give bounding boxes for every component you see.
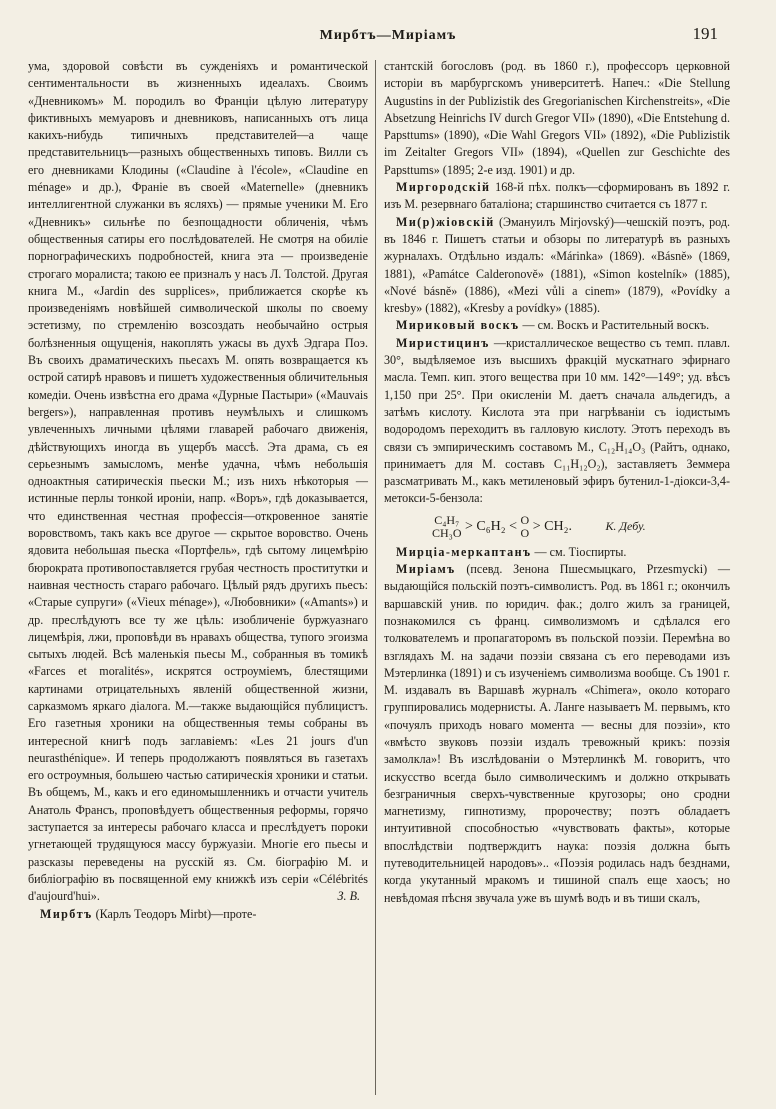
- article-miristicin: [384, 335, 730, 508]
- article-mirbt-continuation: [384, 58, 730, 179]
- headword: Ми(р)жіовскій: [396, 214, 495, 229]
- article-text: (Карлъ Теодоръ Mirbt)—проте-: [95, 906, 257, 921]
- running-title: Мирбтъ—Миріамъ: [319, 28, 457, 43]
- article-text: (псевд. Зенона Пшесмыцкаго, Przesmycki) — выдающійся польскій поэтъ-символистъ. Род. въ 1861 г.; окончилъ варшавскій унив. по юридич. фак.; долго жилъ за границей, познакомился съ франц. символизмомъ и сдѣлался его толкователемъ и пропагаторомъ въ польской поэзіи. Перемѣна во взглядахъ М. на задачи поэзіи связана съ его переводами изъ Мэтерлинка (1891) и съ изученіемъ символизма вообще. Съ 1901 г. М. издавалъ въ Варшавѣ журналъ «Chimera», около котораго группировались модернисты. А. Ланге называетъ М. первымъ, кто «почуялъ приходъ новаго момента — весны для поэзіи», кто «вмѣсто звуковъ поэзіи издалъ тревожный крикъ: поэзія замолкла»! Въ изслѣдованіи о Мэтерлинкѣ М. говоритъ, что искусство всегда было символическимъ и должно открывать безграничныя сверхъ-чувственные кругозоры; оно сродни магнетизму, гипнотизму, пророчеству; поэтъ обладаетъ интуитивной способностью «чувствовать факты», которые впослѣдствіи подтверждитъ наука: поэзія должна быть путеводительницей народовъ».. «Поэзія родилась надъ безднами, когда укутанный мракомъ и тишиной спалъ еще хаосъ; но невѣдомая пѣсня звучала уже въ шумѣ водъ и въ тиши скалъ,: [384, 562, 730, 905]
- author-signature: К. Дебу.: [605, 518, 646, 533]
- headword: Мирціа-меркаптанъ: [396, 544, 532, 559]
- article-miriam: [384, 561, 730, 907]
- article-text: —кристаллическое вещество съ темп. плавл. 30°, выдѣляемое изъ высшихъ фракцій мускатнаго эфирнаго масла. Темп. кип. этого вещества при 10 мм. 142°—149°; уд. вѣсъ 1,150 при 25°. При окисленіи М. даетъ сначала альдегидъ, а затѣмъ кислоту. Кислота эта при нагрѣваніи съ іодистымъ водородомъ переходитъ въ галловую кислоту. Этотъ переходъ въ связи съ эмпирическимъ составомъ М., C₁₂H₁₄O₃ (Райтъ, однако, принимаетъ для М. составъ C₁₁H₁₂O₂), заставляетъ Земмера разсматривать М., какъ метиленовый эфиръ бутенил-1-діокси-3,4-метокси-5-бензола:: [384, 335, 730, 506]
- formula-substituents: [432, 514, 462, 540]
- article-text: — см. Тіоспирты.: [534, 544, 627, 559]
- headword: Миріамъ: [396, 562, 456, 577]
- formula-tail: > CH₂.: [532, 518, 572, 534]
- article-text: стантскій богословъ (род. въ 1860 г.), профессоръ церковной исторіи въ марбургскомъ университетѣ. Напеч.: «Die Stellung Augustins in der Publizistik des Gregorianischen Kirchenstreits», «Die Absetzung Heinrichs IV durch Gregor VII» (1890), «Die Entstehung d. Papsttums» (1890), «Die Wahl Gregors VII» (1892), «Die Publizistik im Zeitalter Gregors VII» (1894), «Quellen zur Geschichte des Papsttums» (1895; 2-е изд. 1901) и др.: [384, 59, 730, 177]
- article-text: — см. Воскъ и Растительный воскъ.: [522, 318, 710, 333]
- formula-core: > C₆H₂ <: [465, 518, 521, 534]
- headword: Миргородскій: [396, 180, 491, 195]
- article-mirgorodsky: [384, 179, 730, 214]
- article-text: (Эмануилъ Mirjovský)—чешскій поэтъ, род. въ 1846 г. Пишетъ статьи и обзоры по литературѣ въ разныхъ журналахъ. Отдѣльно издалъ: «Márinka» (1869). «Básně» (1869, 1881), «Památce Calderonově» (1881), «Simon kostelník» (1885), «Nové básně» (1886), «Mezi vůli a cinem» (1879), «Povídky a kresby» (1882), «Kresby a povídky» (1885).: [384, 214, 730, 316]
- headword: Мирбтъ: [40, 906, 93, 921]
- column-divider: [375, 60, 376, 1095]
- page-number: 191: [692, 24, 718, 43]
- article-mirbo-continuation: [28, 58, 368, 906]
- formula-oxygens: [521, 514, 530, 540]
- article-mirjovsky: [384, 214, 730, 318]
- formula-top: C₄H₇: [434, 512, 460, 527]
- article-mirtsia-merkaptan: [384, 544, 730, 561]
- left-column: [28, 58, 368, 923]
- formula-bottom: CH₃O: [432, 525, 462, 540]
- author-signature: З. В.: [337, 889, 360, 904]
- headword: Мириковый воскъ: [396, 318, 520, 333]
- formula-oxygen-top: O: [520, 512, 530, 527]
- article-mirikovy-vosk: [384, 317, 730, 334]
- formula-oxygen-bottom: O: [520, 525, 530, 540]
- article-text: 168-й пѣх. полкъ—сформированъ въ 1892 г. изъ М. резервнаго баталіона; старшинство считается съ 1877 г.: [384, 180, 730, 212]
- article-mirbt: [28, 906, 368, 923]
- right-column: [384, 58, 730, 907]
- article-text: ума, здоровой совѣсти въ сужденіяхъ и романтической сентиментальности въ жизненныхъ идеалахъ. Своимъ «Дневникомъ» М. породилъ во Франціи цѣлую литературу фиктивныхъ мемуаровъ и дневниковъ, написанныхъ отъ лица какихъ-нибудь типичныхъ представителей—а чаще представительницъ—разныхъ общественныхъ типовъ. Вилли съ его дневниками Клодины («Claudine à l'école», «Claudine en ménage» и др.), Франіе въ своей «Maternelle» (дневникъ интеллигентной служанки въ ясляхъ) — прямые ученики М. Его «Дневникъ» сильнѣе по безпощадности обличенія, чѣмъ общественныя сатиры его послѣдователей. Не смотря на обиліе порнографическихъ подробностей, книга эта — произведеніе строгаго моралиста; такою ее призналъ у насъ Л. Толстой. Другая книга М., «Jardin des supplices», приближается скорѣе къ произведеніямъ новѣйшей символической школы по своему эстетизму, по стремленію возсоздать необычайно острыя болѣзненныя ощущенія, накоплять ужасы въ духѣ Эдгара Поэ. Въ своихъ драматическихъ пьесахъ М. опять возвращается къ острой сатирѣ нравовъ и пишетъ художественныя обличительныя комедіи. Очень извѣстна его драма «Дурные Пастыри» («Mauvais bergers»), направленная противъ неумѣлыхъ и слишкомъ увлеченныхъ личными цѣлями главарей рабочаго движенія, дѣйствующихъ иногда въ ущербъ массѣ. Эта драма, съ ея серьезнымъ замысломъ, менѣе удачна, чѣмъ небольшія одноактныя сатирическія пьески М.; изъ нихъ нѣкоторыя — истинные перлы тонкой ироніи, напр. «Воръ», гдѣ доказывается, что единственная честная профессія—откровенное занятіе воровствомъ, такъ какъ все другое — скрытое воровство. Очень ядовита небольшая пьеска «Портфель», гдѣ сытому лицемѣрію бюрократа противопоставляется грубая честность проститутки и наивная честность стараго рабочаго. Цѣлый рядъ другихъ пьесъ: «Старые супруги» («Vieux ménage»), «Любовники» («Amants») и др. преслѣдуютъ все ту же цѣль: изобличеніе буржуазнаго лицемѣрія, лжи, проповѣди въ нравахъ общества, тупого эгоизма сытыхъ людей. Всѣ маленькія пьесы М., собранныя въ томикѣ «Farces et moralités», искрятся остроуміемъ, блестящими картинами отрицательныхъ явленій общественной жизни, сарказмомъ яркаго діалога. М.—также выдающійся публицистъ. Его газетныя хроники на общественныя темы собраны въ интересной книгѣ подъ заглавіемъ: «Les 21 jours d'un neurasthénique». И теперь продолжаютъ появляться въ газетахъ его остроумныя, большею частью сатирическія хроники и статьи. Въ общемъ, М., какъ и его единомышленникъ и отчасти учитель Анатоль Франсъ, проповѣдуетъ общественныя реформы, горячо заступается за интересы рабочаго класса и преслѣдуетъ пороки угнетающей трудящуюся массу буржуазіи. Многіе его пьесы и разсказы переведены на русскій яз. См. біографію М. и библіографію въ посвященной ему книжкѣ изъ серіи «Célébrités d'aujourd'hui».: [28, 59, 368, 904]
- chemical-formula: [432, 514, 730, 540]
- headword: Миристицинъ: [396, 335, 490, 350]
